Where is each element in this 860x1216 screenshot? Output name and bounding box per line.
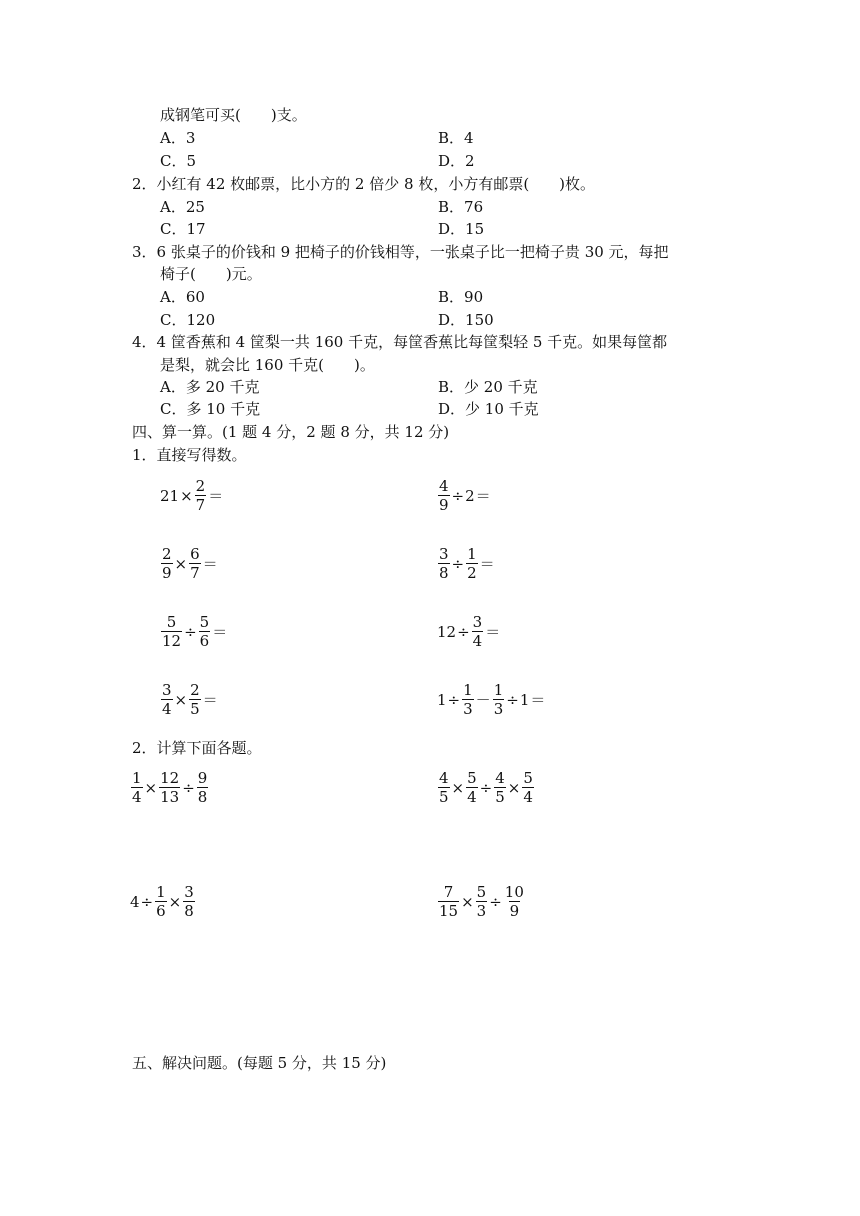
divide-sign: ÷ — [479, 778, 493, 797]
q3-option-d: D．150 — [438, 311, 494, 329]
fraction — [189, 682, 201, 717]
divide-sign: ÷ — [140, 892, 154, 911]
numerator: 1 — [463, 681, 473, 699]
denominator: 4 — [467, 788, 477, 806]
denominator: 4 — [472, 632, 483, 650]
numerator: 5 — [467, 769, 477, 787]
fraction — [504, 884, 525, 919]
numerator: 10 — [504, 883, 524, 901]
equals-sign: ＝ — [485, 623, 501, 641]
numerator: 2 — [162, 545, 172, 563]
fraction — [438, 478, 450, 513]
denominator: 5 — [495, 788, 505, 806]
numerator: 5 — [166, 613, 177, 631]
times-sign: × — [451, 778, 465, 797]
numerator: 3 — [184, 883, 194, 901]
numerator: 5 — [199, 613, 210, 631]
numerator: 4 — [439, 477, 449, 495]
q4-option-d: D．少 10 千克 — [438, 400, 539, 418]
number: 4 — [130, 892, 140, 911]
expr-3 — [160, 546, 219, 581]
divide-sign: ÷ — [489, 892, 502, 911]
denominator: 7 — [195, 496, 206, 514]
denominator: 6 — [156, 902, 166, 920]
number: 1 — [519, 690, 530, 709]
fraction — [462, 682, 474, 717]
numerator: 4 — [439, 769, 449, 787]
q4-text-line2: 是梨，就会比 160 千克( )。 — [160, 356, 375, 374]
calc-1 — [130, 770, 209, 805]
equals-sign: ＝ — [475, 487, 491, 505]
denominator: 3 — [476, 902, 487, 920]
expr-8 — [437, 682, 546, 717]
q1-option-d: D．2 — [438, 152, 475, 170]
equals-sign: ＝ — [530, 691, 546, 709]
fraction — [476, 884, 488, 919]
equals-sign: ＝ — [479, 555, 495, 573]
number: 12 — [437, 622, 457, 641]
part1-title: 1．直接写得数。 — [132, 446, 247, 464]
denominator: 4 — [162, 700, 172, 718]
q2-option-a: A．25 — [160, 198, 205, 216]
numerator: 3 — [439, 545, 449, 563]
divide-sign: ÷ — [182, 778, 195, 797]
numerator: 9 — [197, 769, 208, 787]
divide-sign: ÷ — [447, 690, 461, 709]
times-sign: × — [144, 778, 158, 797]
q3-option-b: B．90 — [438, 288, 484, 306]
equals-sign: ＝ — [208, 487, 224, 505]
q2-option-d: D．15 — [438, 220, 485, 238]
expr-5 — [160, 614, 228, 649]
numerator: 4 — [495, 769, 505, 787]
numerator: 6 — [190, 545, 200, 563]
q4-option-b: B．少 20 千克 — [438, 378, 538, 396]
q1-option-b: B．4 — [438, 129, 474, 147]
numerator: 3 — [162, 681, 172, 699]
denominator: 5 — [439, 788, 449, 806]
fraction — [197, 770, 209, 805]
denominator: 3 — [463, 700, 473, 718]
calc-2 — [437, 770, 535, 805]
section5-title: 五、解决问题。(每题 5 分，共 15 分) — [132, 1054, 387, 1072]
denominator: 8 — [184, 902, 194, 920]
denominator: 9 — [439, 496, 449, 514]
number: 21 — [160, 486, 180, 505]
fraction — [161, 614, 182, 649]
denominator: 15 — [439, 902, 459, 920]
q1-option-a: A．3 — [160, 129, 196, 147]
q2-option-c: C．17 — [160, 220, 206, 238]
divide-sign: ÷ — [457, 622, 470, 641]
fraction — [161, 546, 173, 581]
q1-option-c: C．5 — [160, 152, 197, 170]
expr-4 — [437, 546, 496, 581]
equals-sign: ＝ — [202, 691, 218, 709]
denominator: 3 — [493, 700, 504, 718]
denominator: 7 — [190, 564, 200, 582]
numerator: 12 — [160, 769, 180, 787]
equals-sign: ＝ — [202, 555, 218, 573]
fraction — [183, 884, 195, 919]
denominator: 9 — [509, 902, 520, 920]
fraction — [522, 770, 534, 805]
numerator: 1 — [132, 769, 142, 787]
denominator: 12 — [162, 632, 182, 650]
q4-option-a: A．多 20 千克 — [160, 378, 260, 396]
divide-sign: ÷ — [451, 486, 465, 505]
q3-option-a: A．60 — [160, 288, 205, 306]
denominator: 4 — [132, 788, 142, 806]
times-sign: × — [180, 486, 193, 505]
times-sign: × — [168, 892, 182, 911]
fraction — [438, 770, 450, 805]
divide-sign: ÷ — [506, 690, 519, 709]
divide-sign: ÷ — [451, 554, 465, 573]
numerator: 2 — [195, 477, 206, 495]
times-sign: × — [174, 554, 188, 573]
calc-3 — [130, 884, 196, 919]
fraction — [494, 770, 506, 805]
q3-option-c: C．120 — [160, 311, 216, 329]
fraction — [466, 546, 478, 581]
denominator: 9 — [162, 564, 172, 582]
numerator: 1 — [156, 883, 166, 901]
part2-title: 2．计算下面各题。 — [132, 739, 262, 757]
section4-title: 四、算一算。(1 题 4 分，2 题 8 分，共 12 分) — [132, 423, 450, 441]
divide-sign: ÷ — [184, 622, 197, 641]
fraction — [159, 770, 180, 805]
numerator: 7 — [443, 883, 454, 901]
q3-text-line1: 3．6 张桌子的价钱和 9 把椅子的价钱相等，一张桌子比一把椅子贵 30 元，每把 — [132, 243, 669, 261]
fraction — [472, 614, 484, 649]
fraction — [155, 884, 167, 919]
fraction — [438, 546, 450, 581]
denominator: 5 — [190, 700, 200, 718]
fraction — [195, 478, 207, 513]
denominator: 8 — [439, 564, 449, 582]
number: 1 — [437, 690, 447, 709]
fraction — [438, 884, 459, 919]
equals-sign: ＝ — [212, 623, 228, 641]
times-sign: × — [507, 778, 521, 797]
expr-6 — [437, 614, 501, 649]
numerator: 1 — [467, 545, 477, 563]
denominator: 2 — [467, 564, 477, 582]
number: 2 — [465, 486, 475, 505]
expr-7 — [160, 682, 219, 717]
minus-sign: － — [475, 691, 491, 709]
fraction — [161, 682, 173, 717]
numerator: 3 — [472, 613, 483, 631]
q3-text-line2: 椅子( )元。 — [160, 265, 262, 283]
q4-text-line1: 4．4 筐香蕉和 4 筐梨一共 160 千克，每筐香蕉比每筐梨轻 5 千克。如果每筐都 — [132, 333, 668, 351]
fraction — [493, 682, 505, 717]
numerator: 5 — [476, 883, 487, 901]
times-sign: × — [174, 690, 188, 709]
q1-continuation: 成钢笔可买( )支。 — [160, 106, 307, 124]
fraction — [466, 770, 478, 805]
times-sign: × — [461, 892, 474, 911]
denominator: 4 — [523, 788, 533, 806]
fraction — [131, 770, 143, 805]
q2-text: 2．小红有 42 枚邮票，比小方的 2 倍少 8 枚，小方有邮票( )枚。 — [132, 175, 596, 193]
denominator: 6 — [199, 632, 210, 650]
fraction — [199, 614, 211, 649]
numerator: 5 — [523, 769, 533, 787]
expr-1 — [160, 478, 224, 513]
q2-option-b: B．76 — [438, 198, 484, 216]
calc-4 — [437, 884, 526, 919]
expr-2 — [437, 478, 492, 513]
denominator: 8 — [197, 788, 208, 806]
numerator: 2 — [190, 681, 200, 699]
fraction — [189, 546, 201, 581]
denominator: 13 — [160, 788, 180, 806]
numerator: 1 — [493, 681, 504, 699]
q4-option-c: C．多 10 千克 — [160, 400, 261, 418]
